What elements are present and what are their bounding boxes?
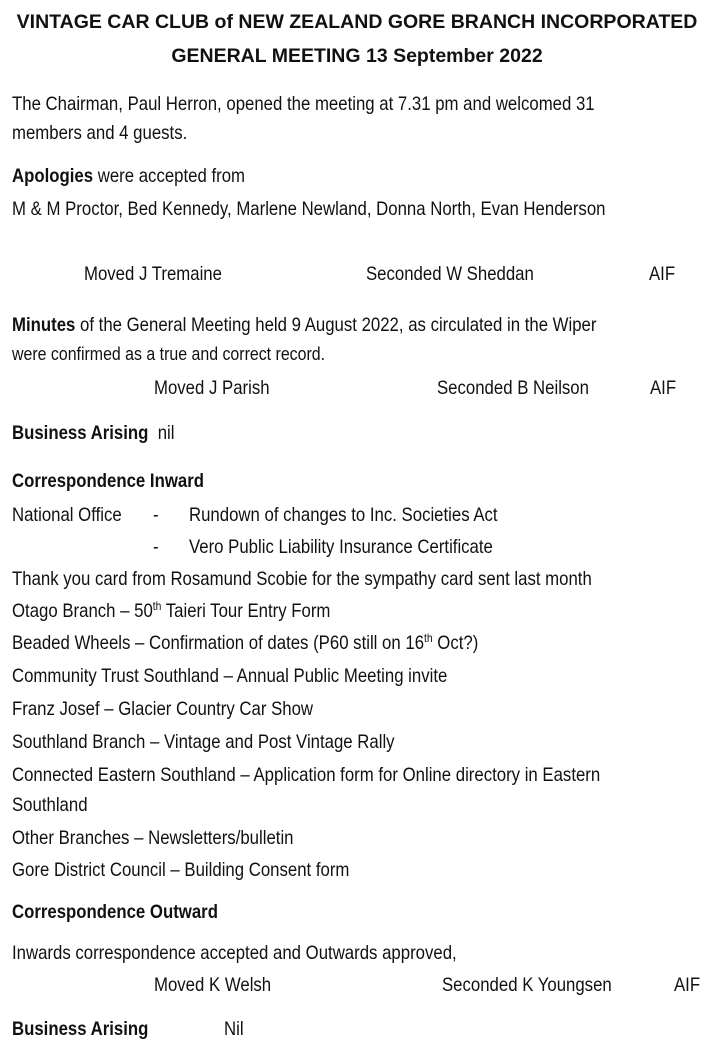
southland-branch: Southland Branch – Vintage and Post Vintage Rally bbox=[12, 731, 395, 753]
outward-result: AIF bbox=[674, 974, 701, 996]
apologies-moved: Moved J Tremaine bbox=[84, 263, 222, 285]
minutes-moved: Moved J Parish bbox=[154, 377, 270, 399]
meeting-date-title: GENERAL MEETING 13 September 2022 bbox=[171, 45, 543, 67]
connected-eastern-southland: Connected Eastern Southland – Application form for Online directory in Eastern bbox=[12, 764, 601, 786]
document-title: VINTAGE CAR CLUB of NEW ZEALAND GORE BRANCH INCORPORATED bbox=[16, 11, 698, 33]
national-office-dash: - bbox=[153, 504, 159, 526]
minutes-seconded: Seconded B Neilson bbox=[437, 377, 589, 399]
beaded-wheels bbox=[12, 631, 478, 655]
correspondence-outward-heading: Correspondence Outward bbox=[12, 901, 218, 923]
connected-eastern-southland-cont: Southland bbox=[12, 794, 88, 816]
national-office-label: National Office bbox=[12, 504, 122, 526]
national-office-dash-2: - bbox=[153, 536, 159, 558]
opening-line-2: members and 4 guests. bbox=[12, 122, 188, 144]
opening-line-1: The Chairman, Paul Herron, opened the meeting at 7.31 pm and welcomed 31 bbox=[12, 93, 595, 115]
business-arising-2-heading: Business Arising bbox=[12, 1018, 149, 1040]
outward-moved: Moved K Welsh bbox=[154, 974, 272, 996]
otago-text: Otago Branch – 50 bbox=[12, 600, 153, 622]
correspondence-inward-heading: Correspondence Inward bbox=[12, 470, 204, 492]
other-branches: Other Branches – Newsletters/bulletin bbox=[12, 827, 294, 849]
outward-seconded: Seconded K Youngsen bbox=[442, 974, 612, 996]
apologies-text: were accepted from bbox=[93, 165, 246, 187]
apologies-paragraph bbox=[12, 164, 245, 188]
community-trust: Community Trust Southland – Annual Public Meeting invite bbox=[12, 665, 448, 687]
minutes-line-2: were confirmed as a true and correct record. bbox=[12, 343, 326, 364]
apologies-seconded: Seconded W Sheddan bbox=[366, 263, 534, 285]
business-arising-1-heading: Business Arising bbox=[12, 422, 149, 444]
otago-text-post: Taieri Tour Entry Form bbox=[161, 600, 331, 622]
minutes-heading: Minutes bbox=[12, 314, 76, 336]
thank-you-card: Thank you card from Rosamund Scobie for the sympathy card sent last month bbox=[12, 568, 592, 590]
franz-josef: Franz Josef – Glacier Country Car Show bbox=[12, 698, 314, 720]
apologies-result: AIF bbox=[649, 263, 676, 285]
apologies-names: M & M Proctor, Bed Kennedy, Marlene Newland, Donna North, Evan Henderson bbox=[12, 198, 606, 220]
beaded-text: Beaded Wheels – Confirmation of dates (P60 still on 16 bbox=[12, 632, 425, 654]
business-arising-1 bbox=[12, 421, 174, 445]
minutes-result: AIF bbox=[650, 377, 677, 399]
minutes-paragraph bbox=[12, 313, 596, 337]
beaded-sup: th bbox=[424, 631, 433, 645]
minutes-text: of the General Meeting held 9 August 2022, as circulated in the Wiper bbox=[75, 314, 597, 336]
correspondence-outward-text: Inwards correspondence accepted and Outwards approved, bbox=[12, 942, 457, 964]
business-arising-1-value: nil bbox=[157, 422, 175, 444]
beaded-text-post: Oct?) bbox=[432, 632, 479, 654]
otago-branch bbox=[12, 599, 330, 623]
otago-sup: th bbox=[152, 599, 162, 613]
national-office-item-2: Vero Public Liability Insurance Certificate bbox=[189, 536, 493, 558]
business-arising-2-value: Nil bbox=[224, 1018, 244, 1040]
gore-district-council: Gore District Council – Building Consent form bbox=[12, 859, 350, 881]
apologies-heading: Apologies bbox=[12, 165, 94, 187]
national-office-item-1: Rundown of changes to Inc. Societies Act bbox=[189, 504, 498, 526]
